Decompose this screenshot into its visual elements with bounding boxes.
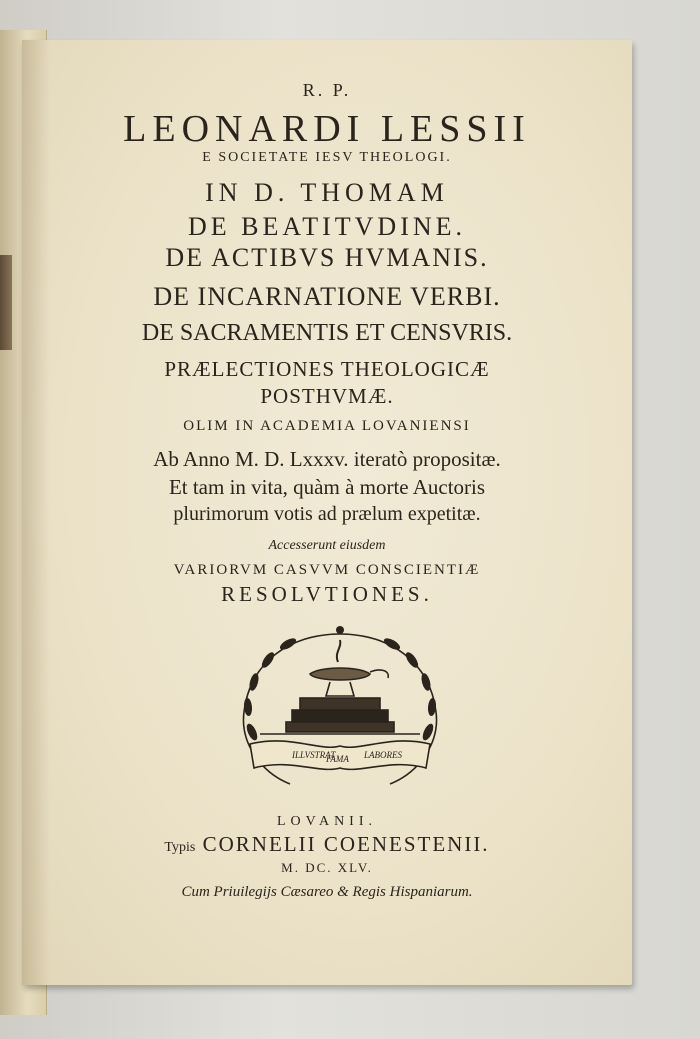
privilege-line: Cum Priuilegijs Cæsareo & Regis Hispaniarum. xyxy=(181,884,473,900)
treatise-sacramentis: DE SACRAMENTIS ET CENSVRIS. xyxy=(141,320,513,346)
motto-labores: LABORES xyxy=(364,750,402,760)
posthumae-line: POSTHVMÆ. xyxy=(260,384,394,408)
author-name: LEONARDI LESSII xyxy=(123,108,531,150)
motto-fama: FAMA xyxy=(326,754,349,764)
binding-edge xyxy=(0,255,12,350)
praelectiones-line: PRÆLECTIONES THEOLOGICÆ xyxy=(164,357,490,381)
society-line: E SOCIETATE IESV THEOLOGI. xyxy=(202,150,452,165)
in-thomam-line: IN D. THOMAM xyxy=(205,178,449,207)
imprint-printer-line xyxy=(22,832,632,857)
olim-line: OLIM IN ACADEMIA LOVANIENSI xyxy=(183,418,471,434)
motto-illustrat: ILLVSTRAT xyxy=(292,750,336,760)
printer-name: CORNELII COENESTENII. xyxy=(202,832,490,856)
treatise-actibus: DE ACTIBVS HVMANIS. xyxy=(165,243,489,272)
et-tam-line: Et tam in vita, quàm à morte Auctoris xyxy=(168,475,486,499)
typis-label: Typis xyxy=(164,840,196,855)
reverend-pater-line: R. P. xyxy=(302,80,352,100)
imprint-year: M. DC. XLV. xyxy=(281,860,373,875)
ab-anno-line: Ab Anno M. D. Lxxxv. iteratò propositæ. xyxy=(153,447,501,471)
treatise-incarnatione: DE INCARNATIONE VERBI. xyxy=(153,282,501,311)
printers-device xyxy=(230,622,450,800)
variorum-line: VARIORVM CASVVM CONSCIENTIÆ xyxy=(173,562,481,578)
treatise-beatitudine: DE BEATITVDINE. xyxy=(187,212,467,241)
plurimorum-line: plurimorum votis ad prælum expetitæ. xyxy=(173,503,481,525)
accesserunt-line: Accesserunt eiusdem xyxy=(268,538,386,553)
imprint-place: LOVANII. xyxy=(276,814,377,829)
resolutiones-line: RESOLVTIONES. xyxy=(221,582,433,606)
